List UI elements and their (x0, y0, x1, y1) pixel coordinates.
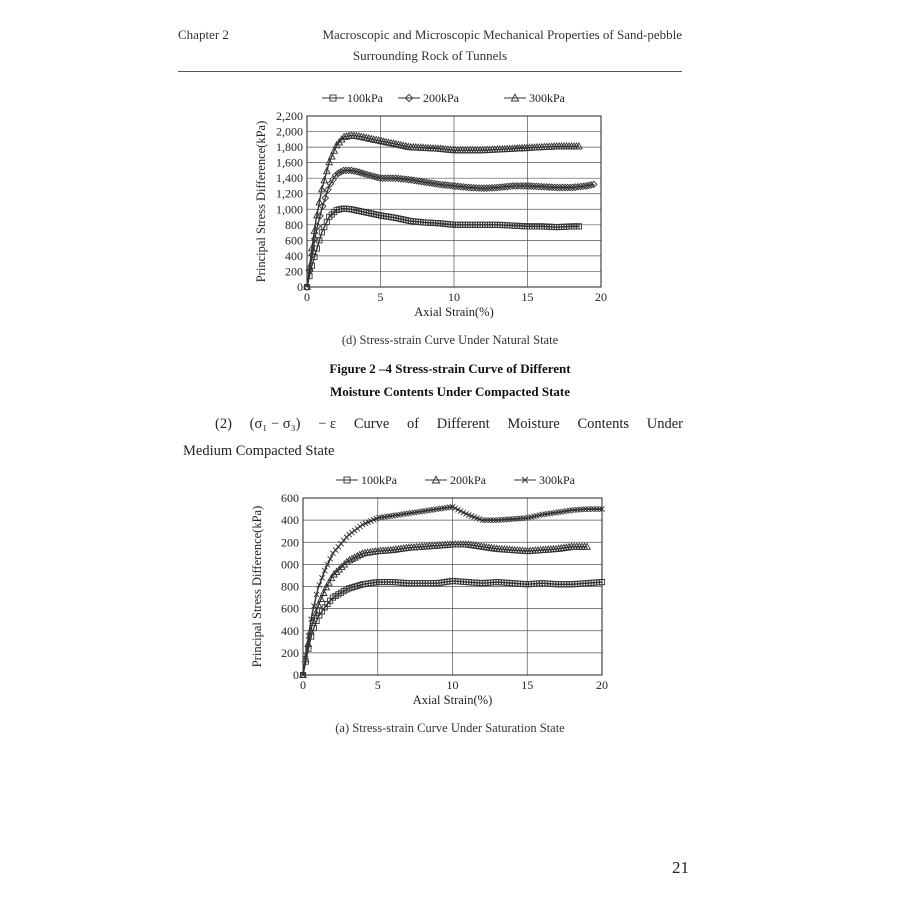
section-heading-line1 (183, 411, 683, 438)
legend-label-200kPa: 200kPa (423, 91, 459, 105)
section-heading-word: Different (436, 416, 490, 432)
figure-caption-line1: Figure 2 –4 Stress-strain Curve of Different (329, 361, 571, 376)
x-tick-label: 20 (596, 678, 608, 692)
section-heading-word: Under (646, 416, 683, 432)
section-heading-line2: Medium Compacted State (183, 443, 335, 459)
y-tick-label: 1,000 (276, 202, 303, 217)
y-tick-label: 800 (281, 579, 299, 594)
data-point-300kPa (355, 526, 360, 531)
legend-label-100kPa: 100kPa (361, 473, 397, 487)
x-tick-label: 15 (521, 678, 534, 692)
x-tick-label: 10 (446, 678, 459, 692)
figure-caption (0, 357, 900, 403)
data-point-300kPa (347, 532, 352, 537)
legend-label-300kPa: 300kPa (529, 91, 565, 105)
series-100kPa (304, 206, 581, 290)
section-heading-word: Contents (577, 416, 630, 432)
data-point-300kPa (349, 530, 354, 535)
y-tick-label: 200 (281, 535, 299, 550)
legend-label-300kPa: 300kPa (539, 473, 575, 487)
y-tick-label: 1,200 (276, 186, 303, 201)
y-axis-title: Principal Stress Difference(kPa) (254, 120, 268, 283)
y-tick-label: 400 (285, 248, 303, 263)
chart-natural-state-svg (0, 86, 900, 319)
y-tick-label: 800 (285, 217, 303, 232)
series-line-200kPa (307, 170, 594, 287)
legend-label-100kPa: 100kPa (347, 91, 383, 105)
header-title-line1: Macroscopic and Microscopic Mechanical Properties of Sand-pebble (322, 27, 682, 42)
y-tick-label: 200 (281, 645, 299, 660)
y-tick-label: 1,600 (276, 155, 303, 170)
data-point-300kPa (352, 528, 357, 533)
y-tick-label: 600 (281, 601, 299, 616)
x-axis-title: Axial Strain(%) (412, 693, 493, 707)
section-heading (183, 411, 683, 465)
x-axis-title: Axial Strain(%) (414, 305, 494, 319)
x-tick-label: 0 (304, 290, 310, 304)
subfigure-caption-d: (d) Stress-strain Curve Under Natural State (341, 333, 559, 347)
legend-label-200kPa: 200kPa (450, 473, 486, 487)
series-line-100kPa (307, 208, 579, 287)
data-point-300kPa (328, 556, 333, 561)
y-tick-label: 0 (297, 280, 303, 294)
y-tick-label: 200 (285, 264, 303, 279)
y-tick-label: 1,800 (276, 140, 303, 155)
x-tick-label: 15 (521, 290, 534, 304)
y-tick-label: 000 (281, 557, 299, 572)
y-tick-label: 2,000 (276, 124, 303, 139)
chart-natural-state (0, 86, 900, 319)
chart-saturation-state (0, 470, 900, 710)
section-heading-word: (σ₁ − σ₃) (249, 416, 301, 432)
header-rule (178, 71, 682, 72)
y-tick-label: 0 (293, 668, 299, 682)
x-tick-label: 0 (300, 678, 306, 692)
figure-caption-line2: Moisture Contents Under Compacted State (330, 384, 570, 399)
chapter-label: Chapter 2 (178, 27, 229, 42)
running-header (178, 24, 682, 66)
section-heading-word: Curve (353, 416, 390, 432)
section-heading-word: Moisture (507, 416, 560, 432)
y-tick-label: 400 (281, 513, 299, 528)
data-point-300kPa (357, 524, 362, 529)
page-number: 21 (672, 858, 689, 877)
y-tick-label: 600 (285, 233, 303, 248)
y-tick-label: 2,200 (276, 109, 303, 123)
x-tick-label: 5 (374, 678, 381, 692)
y-tick-label: 1,400 (276, 171, 303, 186)
y-tick-label: 600 (281, 491, 299, 505)
section-heading-word: of (406, 416, 420, 432)
series-200kPa (300, 541, 590, 678)
y-axis-title: Principal Stress Difference(kPa) (250, 505, 264, 668)
header-title-line2: Surrounding Rock of Tunnels (352, 48, 508, 63)
y-tick-label: 400 (281, 623, 299, 638)
x-tick-label: 5 (377, 290, 384, 304)
section-heading-word: − ε (318, 416, 337, 432)
x-tick-label: 10 (448, 290, 460, 304)
x-tick-label: 20 (595, 290, 607, 304)
chart-saturation-state-svg (0, 470, 900, 710)
section-heading-word: (2) (215, 416, 232, 432)
subfigure-caption-a: (a) Stress-strain Curve Under Saturation State (335, 721, 565, 735)
